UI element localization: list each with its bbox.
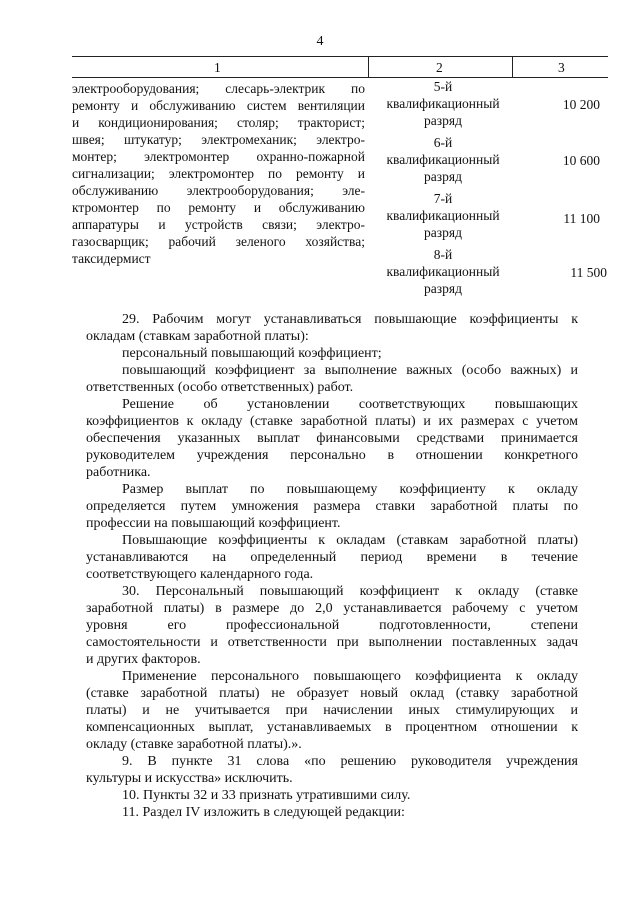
paragraph-line: коэффициентов к окладу (ставке заработной платы) и их размерах с учетом [86,414,578,429]
paragraph-line: руководителем учреждения персонально в отношении конкретного [86,448,578,463]
paragraph-line: устанавливаются на определенный период времени в течение [86,550,578,565]
paragraph-line: определяется путем умножения размера ставки заработной платы по [86,499,578,514]
table-header-col3: 3 [558,60,565,75]
profession-line: электрооборудования; слесарь-электрик по [72,81,365,96]
paragraph-line: работника. [86,465,151,480]
salary-amount: 10 600 [562,153,600,168]
paragraph-line: профессии на повышающий коэффициент. [86,516,341,531]
rank-number: 8-й [433,247,453,262]
rank-number: 5-й [433,79,453,94]
rank-cell-5 [368,78,518,129]
paragraph-line: ответственных (особо ответственных) работ. [86,380,354,395]
paragraph-line: культуры и искусства» исключить. [86,771,293,786]
paragraph-line: самостоятельности и ответственности при выполнении поставленных задач [86,635,578,650]
rank-number: 7-й [433,191,453,206]
rank-cell-8 [368,246,518,297]
paragraph-line: окладам (ставкам заработной платы): [86,329,309,344]
wage-table [72,56,608,300]
profession-line: монтер; электромонтер охранно-пожарной [72,149,365,164]
table-header-col1: 1 [214,60,221,75]
rank-word: квалификационный [386,96,500,111]
rank-cell-6 [368,134,518,185]
paragraph-line: платы) и не учитывается при начислении иных стимулирующих и [86,703,578,718]
rank-word: квалификационный [386,264,500,279]
profession-line: и кондиционирования; столяр; тракторист; [72,115,365,130]
profession-line: ремонту и обслуживанию систем вентиляции [72,98,365,113]
paragraph-line: Применение персонального повышающего коэффициента к окладу [122,669,578,684]
page-number: 4 [316,34,324,49]
table-body [72,78,608,300]
rank-label: разряд [424,225,462,240]
profession-line: газосварщик; рабочий зеленого хозяйства; [72,234,365,249]
profession-line: обслуживанию электрооборудования; эле- [72,183,365,198]
paragraph-line: 11. Раздел IV изложить в следующей редакции: [122,805,405,820]
paragraph-line: окладу (ставке заработной платы).». [86,737,302,752]
paragraph-line: обеспечения указанных выплат финансовыми средствами принимается [86,431,578,446]
salary-amount: 10 200 [562,97,600,112]
rank-word: квалификационный [386,152,500,167]
paragraph-line: Размер выплат по повышающему коэффициенту к окладу [122,482,578,497]
profession-list [72,80,365,267]
rank-number: 6-й [433,135,453,150]
paragraph-line: 10. Пункты 32 и 33 признать утратившими силу. [122,788,411,803]
paragraph-line: и других факторов. [86,652,201,667]
paragraph-line: Повышающие коэффициенты к окладам (ставкам заработной платы) [122,533,578,548]
document-body [86,311,578,821]
salary-amount: 11 100 [563,211,600,226]
profession-line: аппаратуры и устройств связи; электро- [72,217,365,232]
rank-cell-7 [368,190,518,241]
paragraph-line: (ставке заработной платы) не образует новый оклад (ставку заработной [86,686,578,701]
paragraph-line: уровня его профессиональной подготовленности, степени [86,618,578,633]
paragraph-line: Решение об установлении соответствующих повышающих [122,397,578,412]
paragraph-line: соответствующего календарного года. [86,567,314,582]
paragraph-line: 30. Персональный повышающий коэффициент к окладу (ставке [122,584,578,599]
paragraph-line: 9. В пункте 31 слова «по решению руководителя учреждения [122,754,578,769]
profession-line: швея; штукатур; электромеханик; электро- [72,132,365,147]
profession-line: таксидермист [72,251,151,266]
rank-word: квалификационный [386,208,500,223]
paragraph-line: заработной платы) в размере до 2,0 устанавливается рабочему с учетом [86,601,578,616]
profession-line: сигнализации; электромонтер по ремонту и [72,166,365,181]
paragraph-line: персональный повышающий коэффициент; [122,346,382,361]
salary-amount: 11 500 [570,265,607,280]
profession-line: ктромонтер по ремонту и обслуживанию [72,200,365,215]
rank-label: разряд [424,281,462,296]
table-header [72,56,608,78]
table-header-col2: 2 [436,60,443,75]
paragraph-line: 29. Рабочим могут устанавливаться повышающие коэффициенты к [122,312,578,327]
paragraph-line: повышающий коэффициент за выполнение важных (особо важных) и [122,363,578,378]
rank-label: разряд [424,113,462,128]
rank-label: разряд [424,169,462,184]
paragraph-line: компенсационных выплат, устанавливаемых в процентном отношении к [86,720,578,735]
